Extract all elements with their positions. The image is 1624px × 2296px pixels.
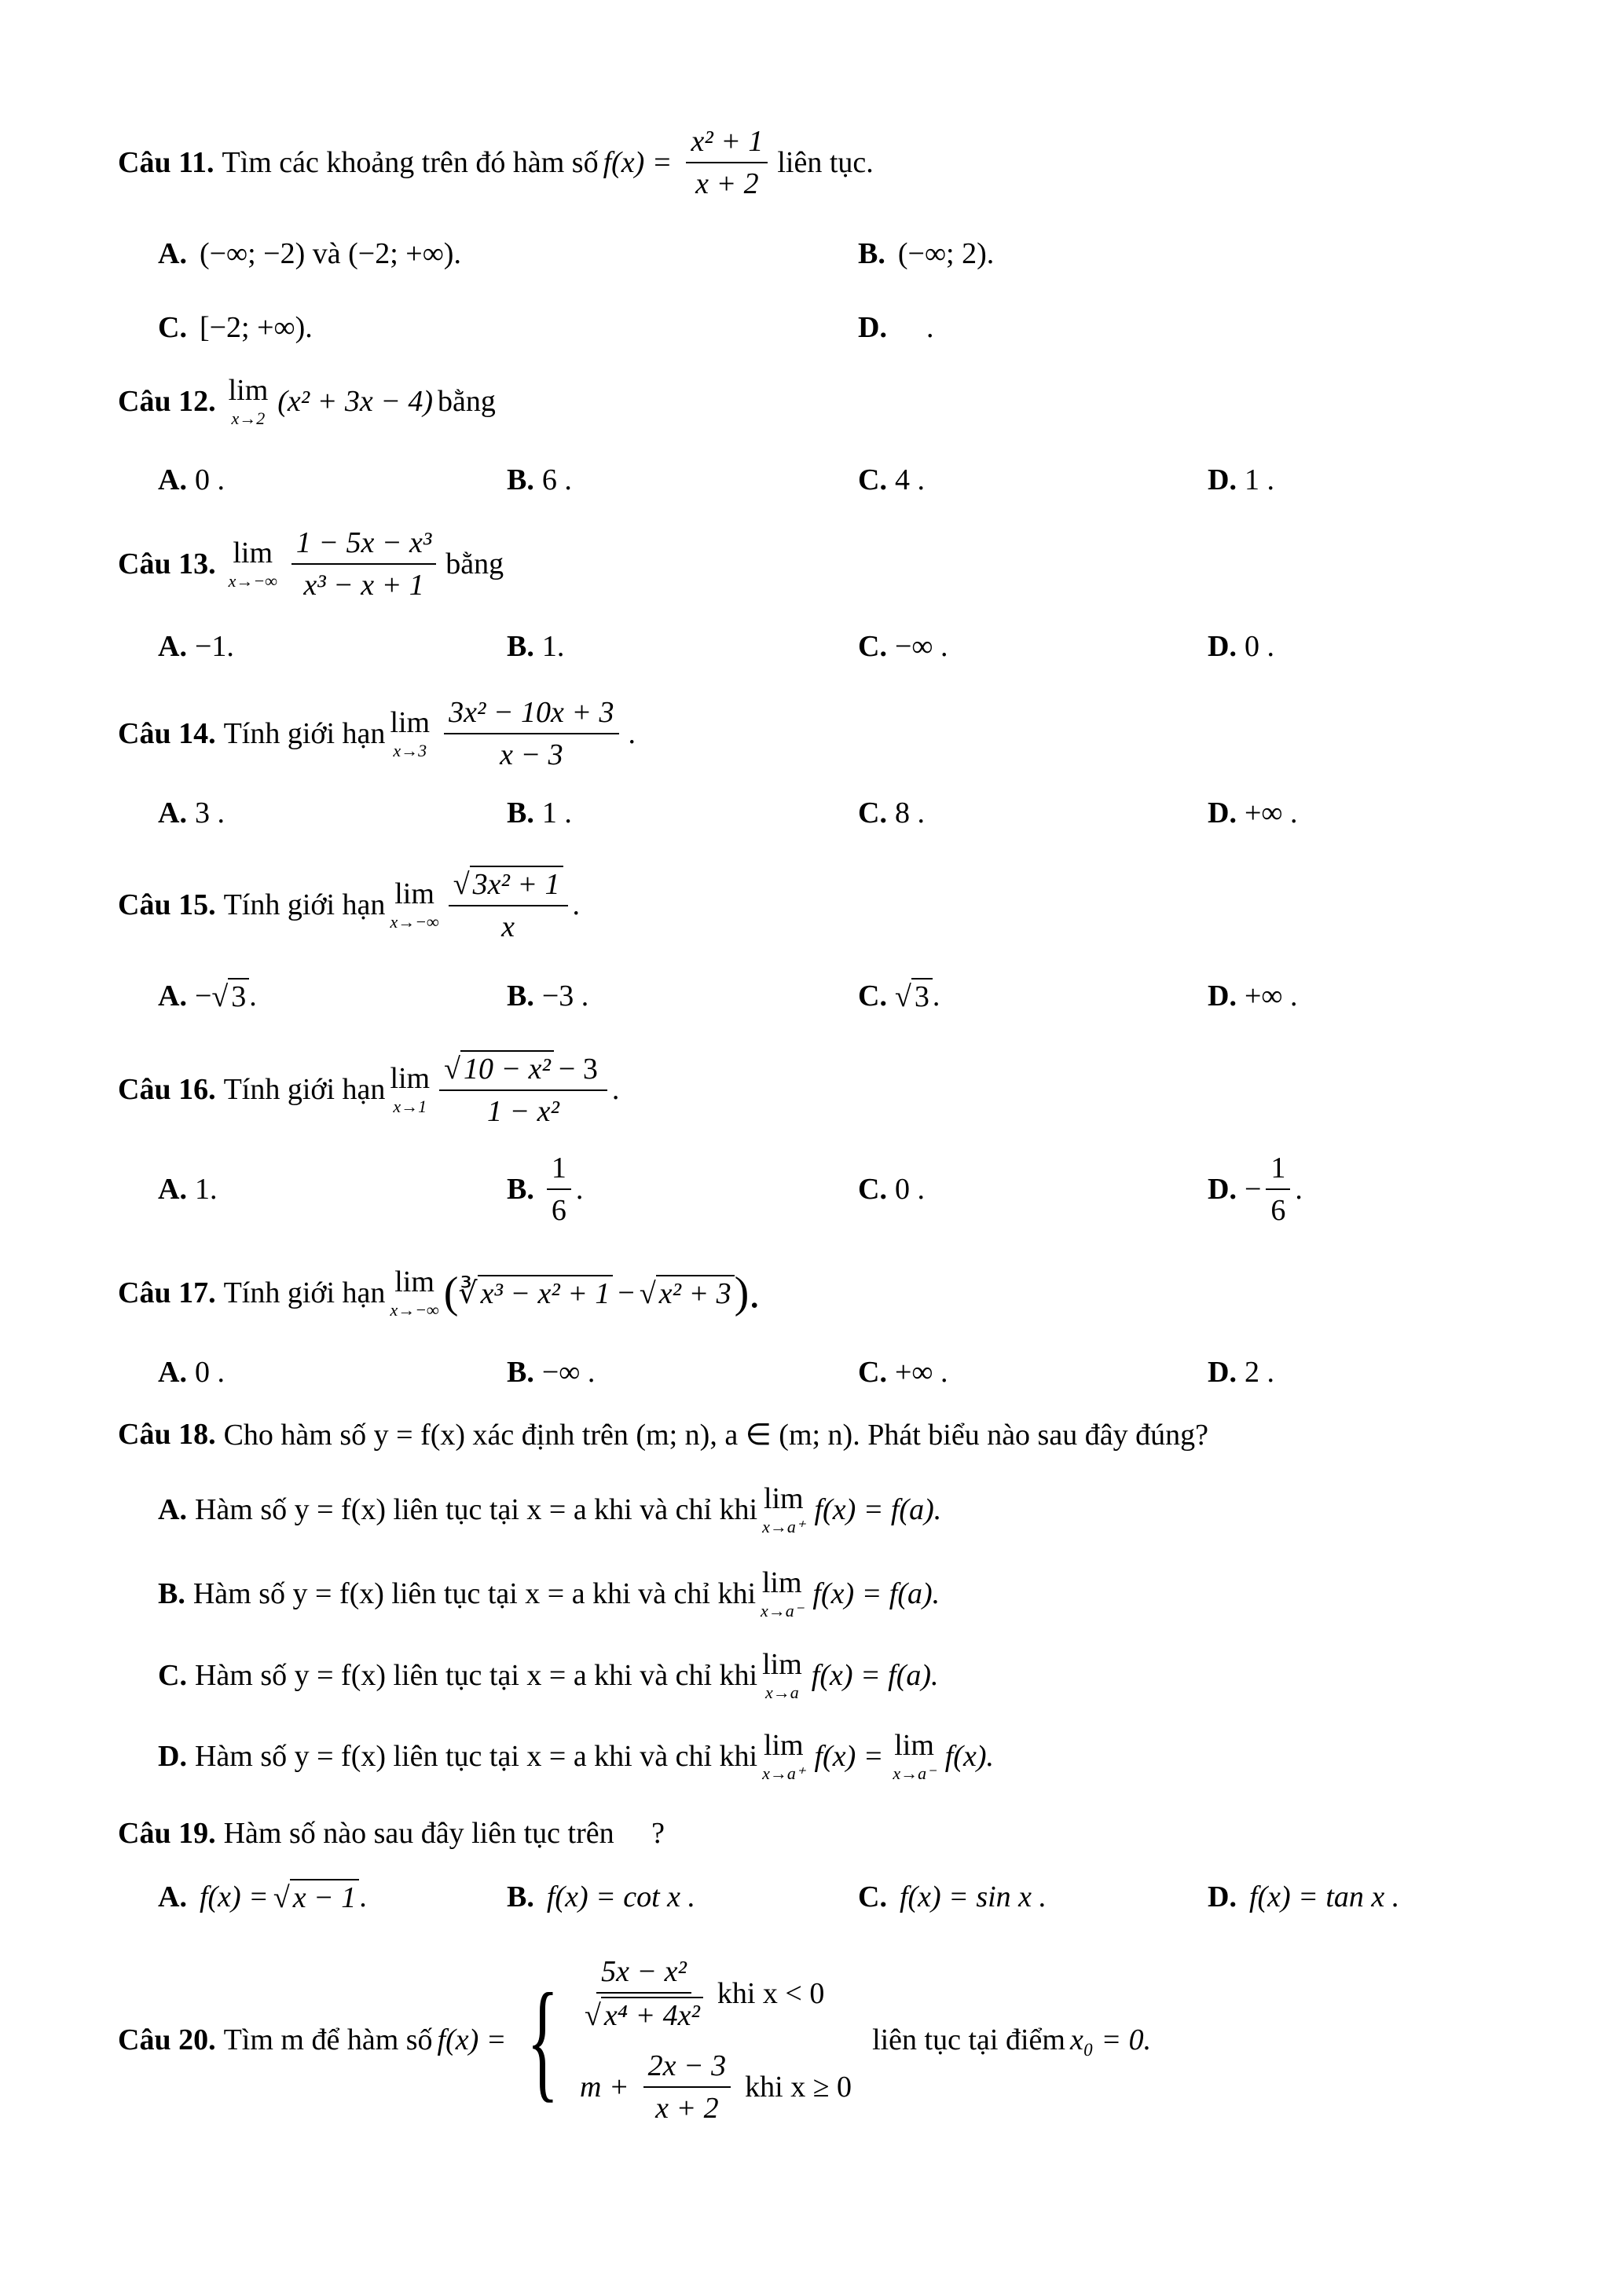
option-key: A. [158,1173,187,1206]
numerator [439,1050,607,1091]
case-2 [575,2049,856,2126]
minus-sign: − [1244,1173,1262,1206]
option-d[interactable] [1208,1151,1303,1228]
piecewise [575,1954,856,2126]
math: f(x) = f(a). [811,1659,939,1692]
fraction [1266,1151,1290,1228]
radicand: x⁴ + 4x² [601,1997,703,2033]
lim-text: lim [763,1482,804,1515]
option-b[interactable] [507,1151,583,1228]
sqrt-icon: √ [273,1881,290,1914]
paren: ( [443,1269,459,1317]
option-text: Hàm số y = f(x) liên tục tại x = a khi và chỉ khi [194,1659,758,1692]
fraction [547,1151,571,1228]
limit [390,1267,438,1319]
option-text: 1. [194,1173,218,1206]
radicand: x − 1 [290,1879,360,1915]
option-d[interactable] [1208,979,1297,1013]
lim-text: lim [233,536,273,569]
fraction [681,124,772,201]
radicand: x³ − x² + 1 [478,1275,614,1311]
limit [762,1484,805,1536]
denominator: 6 [551,1194,566,1227]
lim-text: lim [390,706,431,739]
option-text: 6 . [541,463,572,496]
condition: khi x < 0 [717,1977,825,2010]
lim-text: lim [394,1265,434,1298]
lim-subscript: x→2 [231,408,266,428]
option-d[interactable] [1208,463,1274,497]
question-text: Tính giới hạn [223,1073,386,1106]
option-text: f(x) = cot x . [546,1880,696,1913]
option-text: Hàm số y = f(x) liên tục tại x = a khi và chỉ khi [194,1740,758,1773]
option-text: f(x) = tan x . [1248,1880,1400,1913]
option-c[interactable] [158,310,317,345]
option-b[interactable] [507,1355,595,1390]
radicand: 3 [911,978,933,1014]
option-d[interactable] [858,310,938,345]
sqrt [273,1879,359,1915]
option-text: 0 . [1244,630,1274,663]
option-key: C. [858,630,887,663]
option-key: C. [858,463,887,496]
option-text: Hàm số y = f(x) liên tục tại x = a khi và chỉ khi [194,1493,758,1526]
lim-subscript: x→−∞ [228,571,277,591]
option-b[interactable] [507,629,564,664]
option-text: +∞ . [894,1356,948,1389]
option-text: . [1295,1173,1303,1206]
option-key: D. [858,311,887,344]
numerator: 3x² − 10x + 3 [444,695,618,734]
option-key: B. [507,1173,534,1206]
option-text: 0 . [894,1173,925,1206]
sqrt-icon: √ [585,1999,601,2032]
sqrt [449,866,568,906]
option-b[interactable] [507,796,572,830]
question-text: . [572,888,580,921]
question-label: Câu 11. [118,146,214,179]
option-key: C. [858,980,887,1013]
question-label: Câu 12. [118,385,216,418]
option-key: D. [1208,980,1237,1013]
lim-text: lim [762,1648,802,1681]
math: x₀ = 0. [1069,2023,1152,2056]
option-key: A. [158,237,187,270]
option-text: 1. [541,630,565,663]
numerator: 5x − x² [596,1954,691,1994]
math: m + [580,2071,629,2104]
option-text: 0 . [194,463,225,496]
math: f(x) = f(a). [814,1493,942,1526]
question-label: Câu 15. [118,888,216,921]
numerator: 1 [547,1151,571,1190]
question-text: bằng [445,547,504,580]
option-b[interactable] [507,1880,700,1914]
lim-subscript: x→1 [393,1097,427,1116]
sqrt-icon: √ [453,868,470,901]
fraction [439,695,623,772]
option-text: . [359,1880,367,1913]
fraction [639,2049,736,2126]
option-text: (−∞; −2) và (−2; +∞). [199,237,461,270]
paren: ). [734,1269,761,1317]
fraction [439,1050,607,1129]
limit [390,708,430,760]
numerator: x² + 1 [686,124,768,163]
option-a[interactable] [158,629,234,664]
option-key: D. [1208,463,1237,496]
brace-icon: { [526,1966,559,2114]
limit [762,1730,805,1782]
radicand: x² + 3 [656,1275,735,1311]
option-d[interactable] [1208,629,1274,664]
option-d[interactable] [1208,796,1297,830]
option-c[interactable] [858,1172,925,1207]
option-text: 3 . [194,796,225,829]
option-key: A. [158,1880,187,1913]
option-key: D. [1208,1173,1237,1206]
question-label: Câu 19. [118,1817,216,1850]
denominator: 1 − x² [487,1095,559,1128]
option-key: B. [158,1577,185,1610]
question-label: Câu 20. [118,2023,216,2056]
sqrt-icon: √ [639,1277,656,1310]
limit [390,1064,430,1115]
question-text: Cho hàm số y = f(x) xác định trên (m; n), a ∈ (m; n). Phát biểu nào sau đây đúng? [223,1418,1208,1452]
option-text: −∞ . [894,630,948,663]
option-text: . [575,1173,584,1206]
question-text: Tìm m để hàm số [223,2023,433,2056]
option-text: −∞ . [541,1356,596,1389]
numerator: 2x − 3 [643,2049,731,2088]
option-text: f(x) = sin x . [899,1880,1047,1913]
option-a[interactable] [158,978,257,1014]
lim-subscript: x→a⁻ [893,1763,936,1783]
option-key: B. [507,796,534,829]
option-a[interactable] [158,1172,217,1207]
minus-sign: − [194,980,212,1013]
option-a[interactable] [158,1355,225,1390]
option-text: +∞ . [1244,980,1298,1013]
limit [229,375,269,427]
option-b[interactable] [858,236,999,271]
math: f(x) = [199,1880,269,1913]
option-a[interactable] [158,236,466,271]
option-c[interactable] [858,463,925,497]
option-key: B. [507,980,534,1013]
option-text: −1. [194,630,234,663]
option-key: D. [1208,796,1237,829]
fraction [287,525,441,602]
option-key: B. [507,463,534,496]
option-b[interactable] [507,463,572,497]
fraction [449,866,568,944]
question-text: Tính giới hạn [223,1276,386,1309]
option-key: A. [158,463,187,496]
question-text: liên tục tại điểm [872,2023,1065,2056]
sqrt [640,1275,735,1311]
option-text: [−2; +∞). [199,311,313,344]
option-key: A. [158,1493,187,1526]
lim-subscript: x→a⁺ [762,1517,805,1536]
option-c[interactable] [858,1880,1051,1914]
option-key: D. [1208,630,1237,663]
option-c[interactable] [858,629,948,664]
question-label: Câu 18. [118,1418,216,1451]
question-text: liên tục. [777,146,874,179]
option-text: 4 . [894,463,925,496]
fraction [580,1954,708,2033]
option-text: −3 . [541,980,589,1013]
option-b[interactable] [507,979,588,1013]
math: − [618,1276,635,1309]
denominator: x − 3 [500,738,563,771]
option-key: A. [158,980,187,1013]
lim-text: lim [761,1566,802,1599]
question-text: Hàm số nào sau đây liên tục trên ? [223,1817,665,1850]
question-text: Tìm các khoảng trên đó hàm số [222,146,599,179]
option-text: Hàm số y = f(x) liên tục tại x = a khi và chỉ khi [192,1577,756,1610]
math: f(x) = [603,146,673,179]
denominator: x + 2 [655,2092,719,2125]
question-text: Tính giới hạn [223,717,386,750]
lim-text: lim [763,1729,804,1762]
question-label: Câu 13. [118,547,216,580]
math: − 3 [558,1053,598,1086]
math: f(x) = [437,2023,507,2056]
radicand: 3x² + 1 [470,866,563,902]
option-text: 8 . [894,796,925,829]
sqrt-icon: √ [211,980,229,1013]
option-key: A. [158,796,187,829]
option-d[interactable] [1208,1355,1274,1390]
option-text: . [932,980,940,1013]
option-text: 0 . [194,1356,225,1389]
denominator: 6 [1270,1194,1286,1227]
option-key: B. [507,1356,534,1389]
option-c[interactable] [858,978,940,1014]
question-label: Câu 17. [118,1276,216,1309]
math: f(x) = [814,1740,884,1773]
option-key: B. [858,237,885,270]
option-key: D. [1208,1880,1237,1913]
option-c[interactable] [858,1355,948,1390]
option-a[interactable] [158,1879,367,1915]
option-key: B. [507,1880,534,1913]
option-key: C. [858,1356,887,1389]
math: (x² + 3x − 4) [277,385,433,418]
option-a[interactable] [158,463,225,497]
option-key: C. [158,311,187,344]
condition: khi x ≥ 0 [745,2071,852,2104]
question-text: . [611,1073,620,1106]
lim-text: lim [894,1729,934,1762]
lim-subscript: x→−∞ [390,912,439,932]
question-text: Tính giới hạn [223,888,386,921]
lim-subscript: x→3 [393,741,427,760]
option-key: A. [158,630,187,663]
denominator [580,1994,708,2033]
option-key: B. [507,630,534,663]
option-text: (−∞; 2). [897,237,995,270]
denominator: x³ − x + 1 [303,569,424,602]
sqrt [895,978,933,1014]
option-d[interactable] [1208,1880,1404,1914]
numerator: 1 [1266,1151,1290,1190]
option-key: D. [158,1740,187,1773]
lim-subscript: x→a⁻ [761,1601,804,1620]
radicand: 3 [228,978,249,1014]
option-key: C. [858,1173,887,1206]
option-text: 1 . [541,796,572,829]
option-text: 2 . [1244,1356,1274,1389]
numerator: 1 − 5x − x³ [291,525,436,565]
sqrt-icon: √ [444,1053,460,1086]
option-text: . [249,980,257,1013]
lim-text: lim [390,1062,431,1095]
cube-root-icon: ∛ [458,1277,478,1310]
option-key: C. [158,1659,187,1692]
option-text: . [926,311,934,344]
sqrt-icon: √ [894,980,911,1013]
option-key: D. [1208,1356,1237,1389]
lim-subscript: x→−∞ [390,1300,439,1320]
option-a[interactable] [158,796,225,830]
option-text: +∞ . [1244,796,1298,829]
lim-text: lim [394,877,434,910]
lim-subscript: x→a [765,1683,799,1702]
sqrt [211,978,249,1014]
math: f(x) = f(a). [812,1577,940,1610]
option-c[interactable] [858,796,925,830]
option-key: C. [858,1880,887,1913]
option-key: C. [858,796,887,829]
option-key: A. [158,1356,187,1389]
case-1 [575,1954,856,2033]
cube-root [458,1275,613,1311]
denominator: x + 2 [695,167,759,200]
limit [229,538,277,590]
question-text: bằng [437,385,496,418]
math: f(x). [944,1740,994,1773]
question-label: Câu 16. [118,1073,216,1106]
limit [390,879,438,931]
question-text: . [628,717,636,750]
option-text: 1 . [1244,463,1274,496]
limit [762,1650,802,1701]
lim-text: lim [228,374,269,407]
denominator: x [501,910,515,943]
question-label: Câu 14. [118,717,216,750]
limit [761,1568,803,1620]
lim-subscript: x→a⁺ [762,1763,805,1783]
limit [893,1730,935,1782]
radicand: 10 − x² [460,1050,554,1086]
